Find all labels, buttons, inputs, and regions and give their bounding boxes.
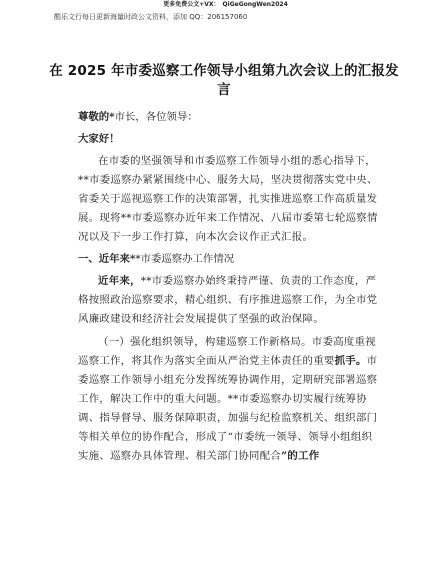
sub-paragraph [78, 333, 378, 466]
section-paragraph-lead: 近年来， [98, 275, 141, 287]
top-banner [0, 0, 448, 9]
sub-paragraph-text-a: （一）强化组织领导，构建巡察工作新格局。市委高度重视巡察工作，将其作为落实全面从严治党主体责任的重要 [78, 336, 376, 367]
sub-paragraph-bold-a: 抓手。 [334, 355, 367, 367]
section-paragraph-text: **市委巡察办始终秉持严谨、负责的工作态度，严格按照政治巡察要求，精心组织、有序推进巡察工作，为全市党风廉政建设和经济社会发展提供了坚强的政治保障。 [78, 275, 378, 325]
greeting: 大家好！ [78, 133, 120, 145]
header-note: 酷乐文行每日更新海量时政公文资料，添加 QQ：206157060 [54, 13, 248, 21]
section-heading-rest: *市委巡察办工作情况 [135, 253, 235, 265]
section-heading [78, 250, 378, 269]
section-paragraph [78, 272, 378, 329]
salutation-rest: 市长，各位领导： [114, 111, 198, 123]
sub-paragraph-bold-b: ”的工作 [281, 450, 320, 462]
section-heading-bold: 一、近年来* [78, 253, 136, 265]
banner-id: QiGeGongWen2024 [222, 1, 288, 8]
sub-paragraph-text-b: 市委巡察工作领导小组充分发挥统筹协调作用，定期研究部署巡察工作，解决工作中的重大问题。**市委巡察办切实履行统筹协调、指导督导、服务保障职责，加强与纪检监察机关、组织部门等相关单位的协作配合，形成了“市委统一领导、领导小组组织实施、巡察办具体管理、相关部门协同配合 [78, 355, 378, 462]
document-title: 在 2025 年市委巡察工作领导小组第九次会议上的汇报发言 [49, 63, 399, 98]
salutation-bold: 尊敬的* [78, 111, 115, 123]
salutation [78, 108, 378, 127]
intro-paragraph: 在市委的坚强领导和市委巡察工作领导小组的悉心指导下，**市委巡察办紧紧围绕中心、服务大局，坚决贯彻落实党中央、省委关于巡视巡察工作的决策部署，扎实推进巡察工作高质量发展。现将**市委巡察办近年来工作情况、八届市委第七轮巡察情况以及下一步工作打算，向本次会议作正式汇报。 [78, 155, 378, 243]
banner-text: 更多免费公文+VX： [163, 1, 220, 8]
